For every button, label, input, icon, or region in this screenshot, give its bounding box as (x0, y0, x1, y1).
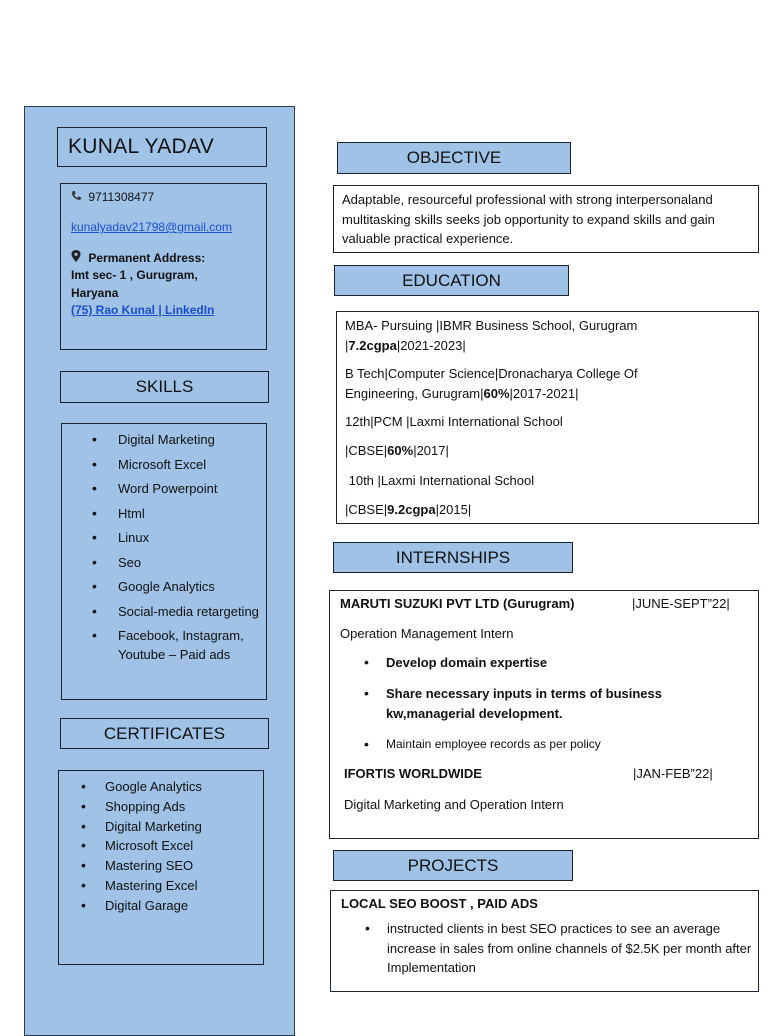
contact-box (60, 183, 267, 350)
certificate-item: • Shopping Ads (59, 797, 263, 817)
name-box (57, 127, 267, 167)
objective-heading: OBJECTIVE (337, 142, 571, 174)
education-box (336, 311, 759, 524)
internship1-company: MARUTI SUZUKI PVT LTD (Gurugram) (340, 596, 575, 611)
projects-heading: PROJECTS (333, 850, 573, 881)
education-10th: 10th |Laxmi International School (345, 473, 535, 488)
skill-item: • Social-media retargeting (62, 602, 266, 621)
internship1-bullet-2: Share necessary inputs in terms of business kw,managerial development. (386, 686, 662, 721)
internships-heading: INTERNSHIPS (333, 542, 573, 573)
email-row (71, 220, 232, 234)
phone-number: 9711308477 (88, 190, 155, 204)
skills-heading: SKILLS (60, 371, 269, 403)
projects-box (330, 890, 759, 992)
skill-item: • Microsoft Excel (62, 455, 266, 474)
phone-row (71, 190, 154, 204)
education-12th: 12th|PCM |Laxmi International School (345, 414, 563, 429)
bullet: • (364, 685, 369, 701)
skills-list (62, 430, 266, 664)
certificate-item: • Mastering Excel (59, 876, 263, 896)
skill-item: • Linux (62, 528, 266, 547)
objective-text: Adaptable, resourceful professional with strong interpersonaland multitasking skills seeks job opportunity to expand skills and gain valuable practical experience. (342, 192, 715, 246)
project-bullet: instructed clients in best SEO practices to see an average increase in sales from online channels of $2.5K per month after Implementation (387, 921, 752, 975)
certificate-item: • Digital Marketing (59, 817, 263, 837)
map-pin-icon (71, 250, 85, 265)
linkedin-link[interactable]: (75) Rao Kunal | LinkedIn (71, 303, 215, 317)
bullet: • (364, 654, 369, 670)
internship2-company: IFORTIS WORLDWIDE (344, 766, 482, 781)
certificate-item: • Google Analytics (59, 777, 263, 797)
skill-item: • Digital Marketing (62, 430, 266, 449)
internship1-bullet-3: Maintain employee records as per policy (386, 737, 601, 751)
skill-item: • Google Analytics (62, 577, 266, 596)
internships-box (329, 590, 759, 839)
certificate-item: • Mastering SEO (59, 856, 263, 876)
education-btech: B Tech|Computer Science|Dronacharya College Of Engineering, Gurugram|60%|2017-2021| (345, 366, 638, 401)
education-12th-board: |CBSE|60%|2017| (345, 443, 449, 458)
certificates-box (58, 770, 264, 965)
certificate-item: • Microsoft Excel (59, 836, 263, 856)
internship2-role: Digital Marketing and Operation Intern (344, 797, 564, 812)
phone-icon (71, 190, 85, 204)
project-title: LOCAL SEO BOOST , PAID ADS (341, 896, 538, 911)
email-link[interactable]: kunalyadav21798@gmail.com (71, 220, 232, 234)
education-heading: EDUCATION (334, 265, 569, 296)
internship1-dates: |JUNE-SEPT”22| (632, 596, 730, 611)
address-line2: Haryana (71, 286, 119, 300)
address-label-row (71, 250, 205, 265)
bullet: • (364, 736, 369, 752)
bullet: • (365, 920, 370, 936)
linkedin-row (71, 303, 214, 317)
internship1-role: Operation Management Intern (340, 626, 514, 641)
skill-item: • Html (62, 504, 266, 523)
candidate-name: KUNAL YADAV (68, 135, 215, 158)
skill-item: • Seo (62, 553, 266, 572)
internship2-dates: |JAN-FEB”22| (633, 766, 713, 781)
skills-box (61, 423, 267, 700)
certificate-item: • Digital Garage (59, 896, 263, 916)
certificates-list (59, 777, 263, 916)
objective-box (333, 185, 759, 253)
address-label: Permanent Address: (88, 251, 206, 265)
certificates-heading: CERTIFICATES (60, 718, 269, 749)
skill-item: • Facebook, Instagram, Youtube – Paid ads (62, 626, 266, 664)
address-line1: Imt sec- 1 , Gurugram, (71, 268, 198, 282)
education-10th-board: |CBSE|9.2cgpa|2015| (345, 502, 472, 517)
internship1-bullet-1: Develop domain expertise (386, 655, 548, 670)
education-mba: MBA- Pursuing |IBMR Business School, Gurugram |7.2cgpa|2021-2023| (345, 318, 638, 353)
skill-item: • Word Powerpoint (62, 479, 266, 498)
